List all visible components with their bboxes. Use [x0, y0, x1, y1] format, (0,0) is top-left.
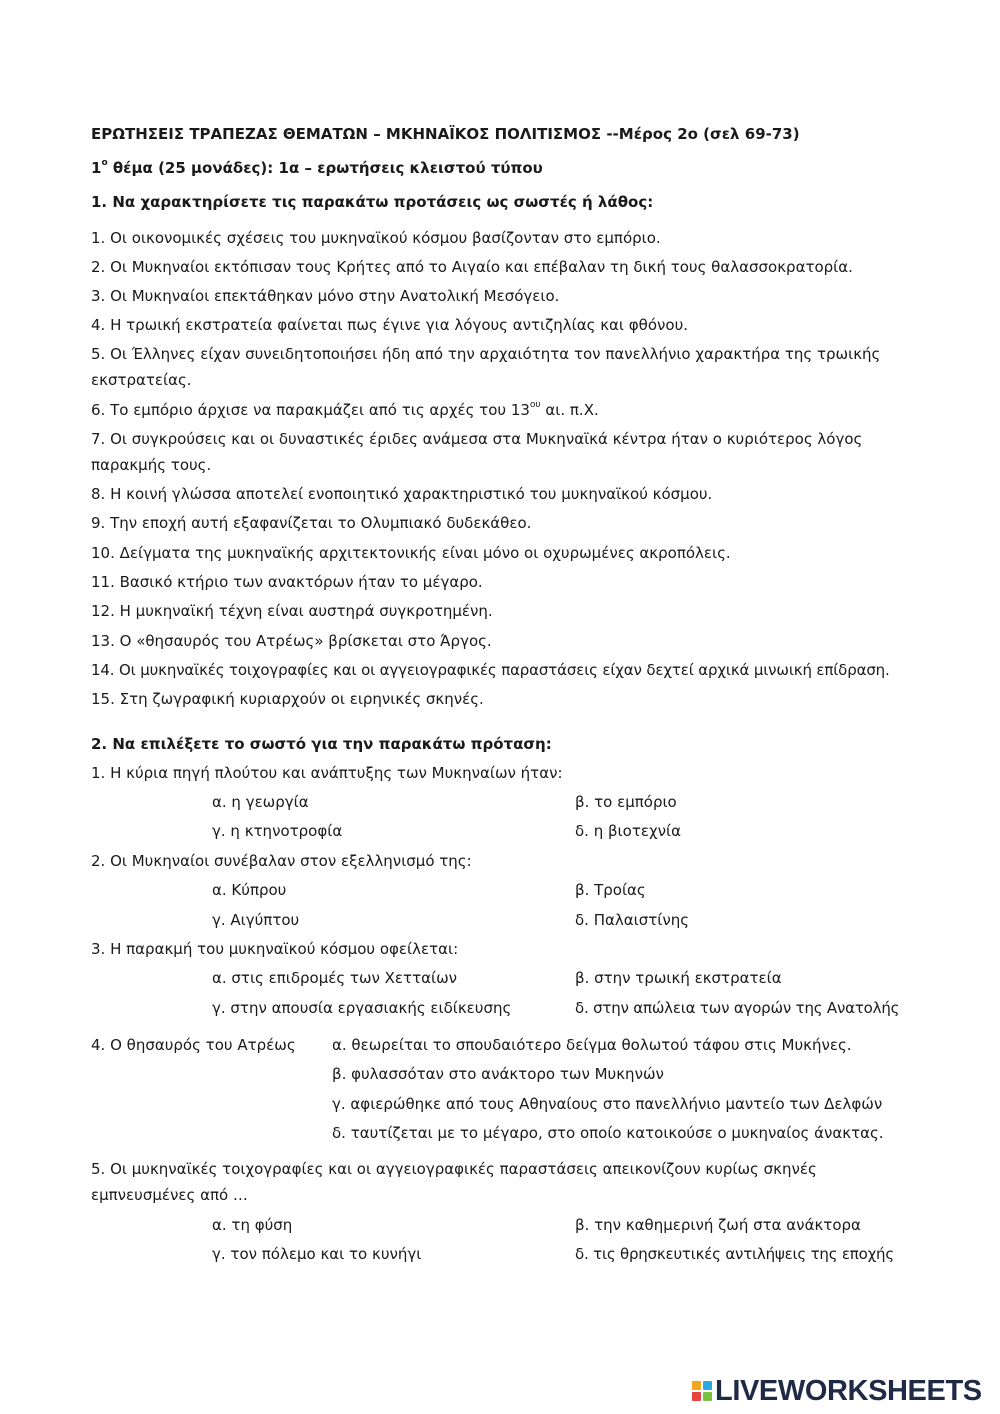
mc-q4-option-a: α. θεωρείται το σπουδαιότερο δείγμα θολωτού τάφου στις Μυκήνες.	[332, 1036, 852, 1054]
logo-square-4	[703, 1392, 712, 1401]
mc-q5-option-b: β. την καθημερινή ζωή στα ανάκτορα	[575, 1216, 861, 1234]
tf-item-4: 4. Η τρωική εκστρατεία φαίνεται πως έγινε για λόγους αντιζηλίας και φθόνου.	[91, 316, 689, 334]
tf-item-9: 9. Την εποχή αυτή εξαφανίζεται το Ολυμπιακό δυδεκάθεο.	[91, 514, 532, 532]
mc-q3-option-b: β. στην τρωική εκστρατεία	[575, 969, 782, 987]
mc-q2-option-a: α. Κύπρου	[212, 881, 287, 899]
tf-item-13: 13. Ο «θησαυρός του Ατρέως» βρίσκεται στο Άργος.	[91, 632, 492, 650]
tf-item-10: 10. Δείγματα της μυκηναϊκής αρχιτεκτονικής είναι μόνο οι οχυρωμένες ακροπόλεις.	[91, 544, 731, 562]
subtitle-number: 1	[91, 159, 102, 177]
tf-item-6-sup: ου	[529, 400, 541, 410]
mc-q3-stem: 3. Η παρακμή του μυκηναϊκού κόσμου οφείλεται:	[91, 940, 459, 958]
mc-q1-stem: 1. Η κύρια πηγή πλούτου και ανάπτυξης των Μυκηναίων ήταν:	[91, 764, 563, 782]
tf-item-6-post: αι. π.Χ.	[540, 401, 599, 419]
mc-q5-option-d: δ. τις θρησκευτικές αντιλήψεις της εποχής	[575, 1245, 894, 1263]
tf-item-12: 12. Η μυκηναϊκή τέχνη είναι αυστηρά συγκροτημένη.	[91, 602, 493, 620]
mc-q2-option-b: β. Τροίας	[575, 881, 646, 899]
liveworksheets-logo-text: LIVEWORKSHEETS	[715, 1375, 982, 1407]
tf-item-14: 14. Οι μυκηναϊκές τοιχογραφίες και οι αγγειογραφικές παραστάσεις είχαν δεχτεί αρχικά μινωική επίδραση.	[91, 661, 890, 679]
mc-q1-option-d: δ. η βιοτεχνία	[575, 822, 681, 840]
mc-q5-stem: 5. Οι μυκηναϊκές τοιχογραφίες και οι αγγειογραφικές παραστάσεις απεικονίζουν κυρίως σκηνές εμπνευσμένες από …	[91, 1160, 817, 1204]
tf-item-15: 15. Στη ζωγραφική κυριαρχούν οι ειρηνικές σκηνές.	[91, 690, 484, 708]
mc-q1-option-b: β. το εμπόριο	[575, 793, 677, 811]
tf-item-6	[91, 400, 599, 420]
section2-heading: 2. Να επιλέξετε το σωστό για την παρακάτω πρόταση:	[91, 735, 552, 753]
mc-q4-option-d: δ. ταυτίζεται με το μέγαρο, στο οποίο κατοικούσε ο μυκηναίος άνακτας.	[332, 1124, 884, 1142]
mc-q3-option-d: δ. στην απώλεια των αγορών της Ανατολής	[575, 999, 900, 1017]
tf-item-3: 3. Οι Μυκηναίοι επεκτάθηκαν μόνο στην Ανατολική Μεσόγειο.	[91, 287, 560, 305]
mc-q2-option-d: δ. Παλαιστίνης	[575, 911, 690, 929]
mc-q3-option-a: α. στις επιδρομές των Χετταίων	[212, 969, 458, 987]
tf-item-1: 1. Οι οικονομικές σχέσεις του μυκηναϊκού κόσμου βασίζονταν στο εμπόριο.	[91, 229, 661, 247]
subtitle	[91, 158, 543, 178]
liveworksheets-logo[interactable]	[692, 1375, 982, 1407]
mc-q4-stem: 4. Ο θησαυρός του Ατρέως	[91, 1036, 296, 1054]
tf-item-6-pre: 6. Το εμπόριο άρχισε να παρακμάζει από τις αρχές του 13	[91, 401, 530, 419]
logo-square-1	[692, 1381, 701, 1390]
mc-q4-option-c: γ. αφιερώθηκε από τους Αθηναίους στο πανελλήνιο μαντείο των Δελφών	[332, 1095, 883, 1113]
mc-q1-option-c: γ. η κτηνοτροφία	[212, 822, 343, 840]
mc-q1-option-a: α. η γεωργία	[212, 793, 309, 811]
tf-item-8: 8. Η κοινή γλώσσα αποτελεί ενοποιητικό χαρακτηριστικό του μυκηναϊκού κόσμου.	[91, 485, 713, 503]
logo-square-3	[692, 1392, 701, 1401]
page-title: ΕΡΩΤΗΣΕΙΣ ΤΡΑΠΕΖΑΣ ΘΕΜΑΤΩΝ – ΜΚΗΝΑΪΚΟΣ ΠΟΛΙΤΙΣΜΟΣ --Μέρος 2ο (σελ 69-73)	[91, 125, 800, 143]
section1-heading: 1. Να χαρακτηρίσετε τις παρακάτω προτάσεις ως σωστές ή λάθος:	[91, 193, 654, 211]
mc-q4-option-b: β. φυλασσόταν στο ανάκτορο των Μυκηνών	[332, 1065, 664, 1083]
mc-q2-option-c: γ. Αιγύπτου	[212, 911, 300, 929]
subtitle-sup: ο	[101, 158, 108, 168]
tf-item-11: 11. Βασικό κτήριο των ανακτόρων ήταν το μέγαρο.	[91, 573, 483, 591]
tf-item-7: 7. Οι συγκρούσεις και οι δυναστικές έριδες ανάμεσα στα Μυκηναϊκά κέντρα ήταν ο κυριότερος λόγος παρακμής τους.	[91, 430, 863, 474]
tf-item-5: 5. Οι Έλληνες είχαν συνειδητοποιήσει ήδη από την αρχαιότητα τον πανελλήνιο χαρακτήρα της τρωικής εκστρατείας.	[91, 345, 881, 389]
mc-q5-option-c: γ. τον πόλεμο και το κυνήγι	[212, 1245, 422, 1263]
tf-item-2: 2. Οι Μυκηναίοι εκτόπισαν τους Κρήτες από το Αιγαίο και επέβαλαν τη δική τους θαλασσοκρατορία.	[91, 258, 853, 276]
mc-q3-option-c: γ. στην απουσία εργασιακής ειδίκευσης	[212, 999, 512, 1017]
liveworksheets-logo-icon	[692, 1381, 712, 1401]
mc-q5-option-a: α. τη φύση	[212, 1216, 293, 1234]
logo-square-2	[703, 1381, 712, 1390]
mc-q2-stem: 2. Οι Μυκηναίοι συνέβαλαν στον εξελληνισμό της:	[91, 852, 472, 870]
subtitle-text: θέμα (25 μονάδες): 1α – ερωτήσεις κλειστού τύπου	[107, 159, 543, 177]
